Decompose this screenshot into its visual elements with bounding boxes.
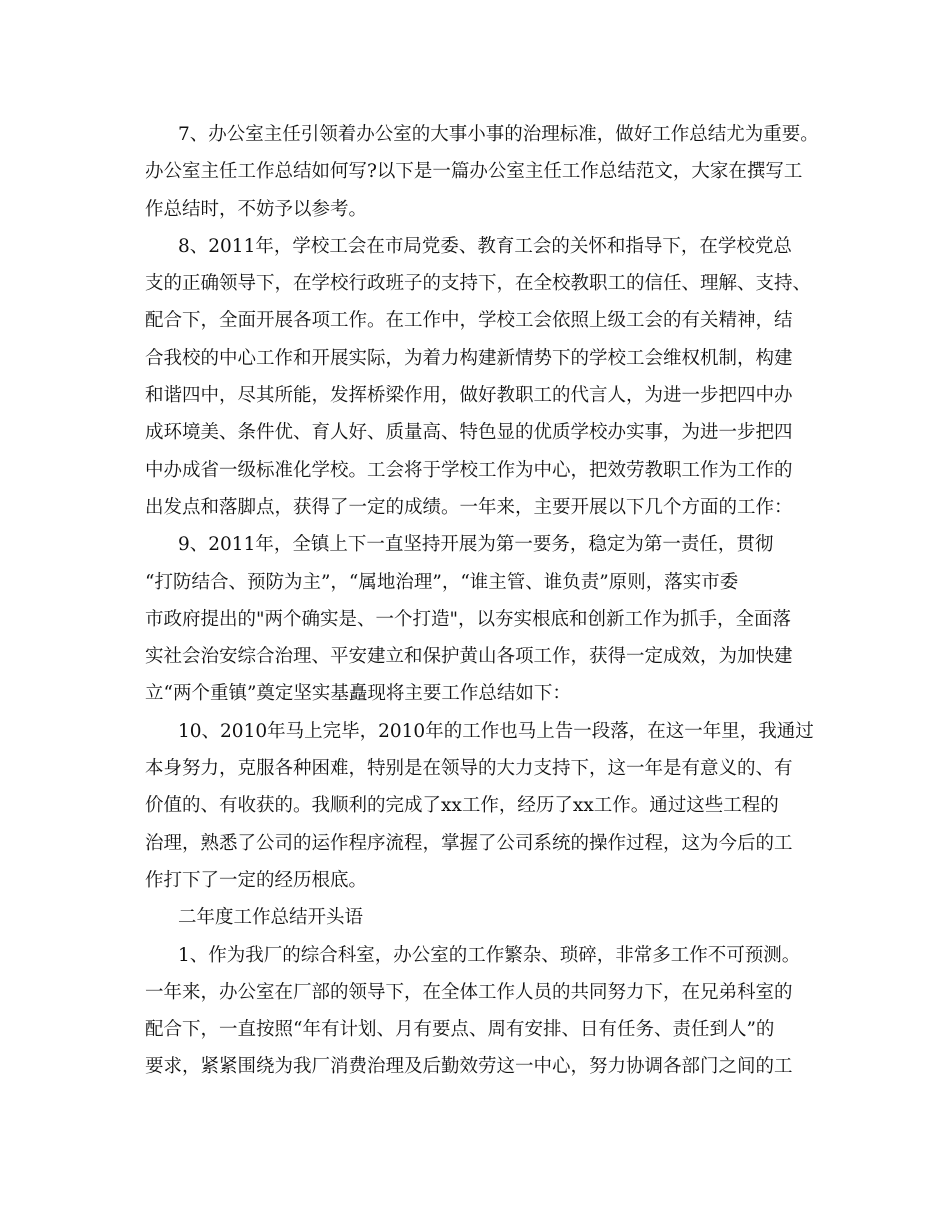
paragraph-10-line-2: 本身努力，克服各种困难，特别是在领导的大力支持下，这一年是有意义的、有 <box>145 758 793 780</box>
paragraph-8-line-2: 支的正确领导下，在学校行政班子的支持下，在全校教职工的信任、理解、支持、 <box>145 273 812 295</box>
paragraph-10-line-4: 治理，熟悉了公司的运作程序流程，掌握了公司系统的操作过程，这为今后的工 <box>145 832 793 854</box>
paragraph-9-line-3: 市政府提出的"两个确实是、一个打造"，以夯实根底和创新工作为抓手，全面落 <box>145 608 792 630</box>
paragraph-10-line-5: 作打下了一定的经历根底。 <box>145 869 368 891</box>
paragraph-8-line-5: 和谐四中，尽其所能，发挥桥梁作用，做好教职工的代言人，为进一步把四中办 <box>145 385 793 407</box>
paragraph-9-line-5: 立“两个重镇”奠定坚实基矗现将主要工作总结如下： <box>145 683 571 705</box>
paragraph-10-line-3: 价值的、有收获的。我顺利的完成了xx工作，经历了xx工作。通过这些工程的 <box>145 795 779 817</box>
paragraph-9-line-2: “打防结合、预防为主”，“属地治理”，“谁主管、谁负责”原则，落实市委 <box>145 571 739 593</box>
paragraph-1-line-2: 一年来，办公室在厂部的领导下，在全体工作人员的共同努力下，在兄弟科室的 <box>145 981 793 1003</box>
paragraph-8-line-1: 8、2011年，学校工会在市局党委、教育工会的关怀和指导下，在学校党总 <box>178 235 792 257</box>
paragraph-7-line-1: 7、办公室主任引领着办公室的大事小事的治理标准，做好工作总结尤为重要。 <box>178 124 819 145</box>
section-heading: 二年度工作总结开头语 <box>178 907 364 929</box>
paragraph-9-line-1: 9、2011年，全镇上下一直坚持开展为第一要务，稳定为第一责任，贯彻 <box>178 534 774 556</box>
paragraph-9-line-4: 实社会治安综合治理、平安建立和保护黄山各项工作，获得一定成效，为加快建 <box>145 646 793 668</box>
paragraph-1-line-3: 配合下，一直按照“年有计划、月有要点、周有安排、日有任务、责任到人”的 <box>145 1019 775 1041</box>
paragraph-8-line-4: 合我校的中心工作和开展实际，为着力构建新情势下的学校工会维权机制，构建 <box>145 347 793 369</box>
paragraph-8-line-7: 中办成省一级标准化学校。工会将于学校工作为中心，把效劳教职工作为工作的 <box>145 459 793 481</box>
paragraph-1-line-4: 要求，紧紧围绕为我厂消费治理及后勤效劳这一中心，努力协调各部门之间的工 <box>145 1056 793 1078</box>
document-body <box>145 116 819 1086</box>
paragraph-8-line-3: 配合下，全面开展各项工作。在工作中，学校工会依照上级工会的有关精神，结 <box>145 310 793 332</box>
paragraph-1-line-1: 1、作为我厂的综合科室，办公室的工作繁杂、琐碎，非常多工作不可预测。 <box>178 944 801 966</box>
paragraph-8-line-8: 出发点和落脚点，获得了一定的成绩。一年来，主要开展以下几个方面的工作： <box>145 496 793 518</box>
paragraph-7-line-3: 作总结时，不妨予以参考。 <box>145 198 368 220</box>
paragraph-8-line-6: 成环境美、条件优、育人好、质量高、特色显的优质学校办实事，为进一步把四 <box>145 422 793 444</box>
paragraph-10-line-1: 10、2010年马上完毕，2010年的工作也马上告一段落，在这一年里，我通过 <box>178 720 814 742</box>
paragraph-7-line-2: 办公室主任工作总结如何写?以下是一篇办公室主任工作总结范文，大家在撰写工 <box>145 161 803 183</box>
